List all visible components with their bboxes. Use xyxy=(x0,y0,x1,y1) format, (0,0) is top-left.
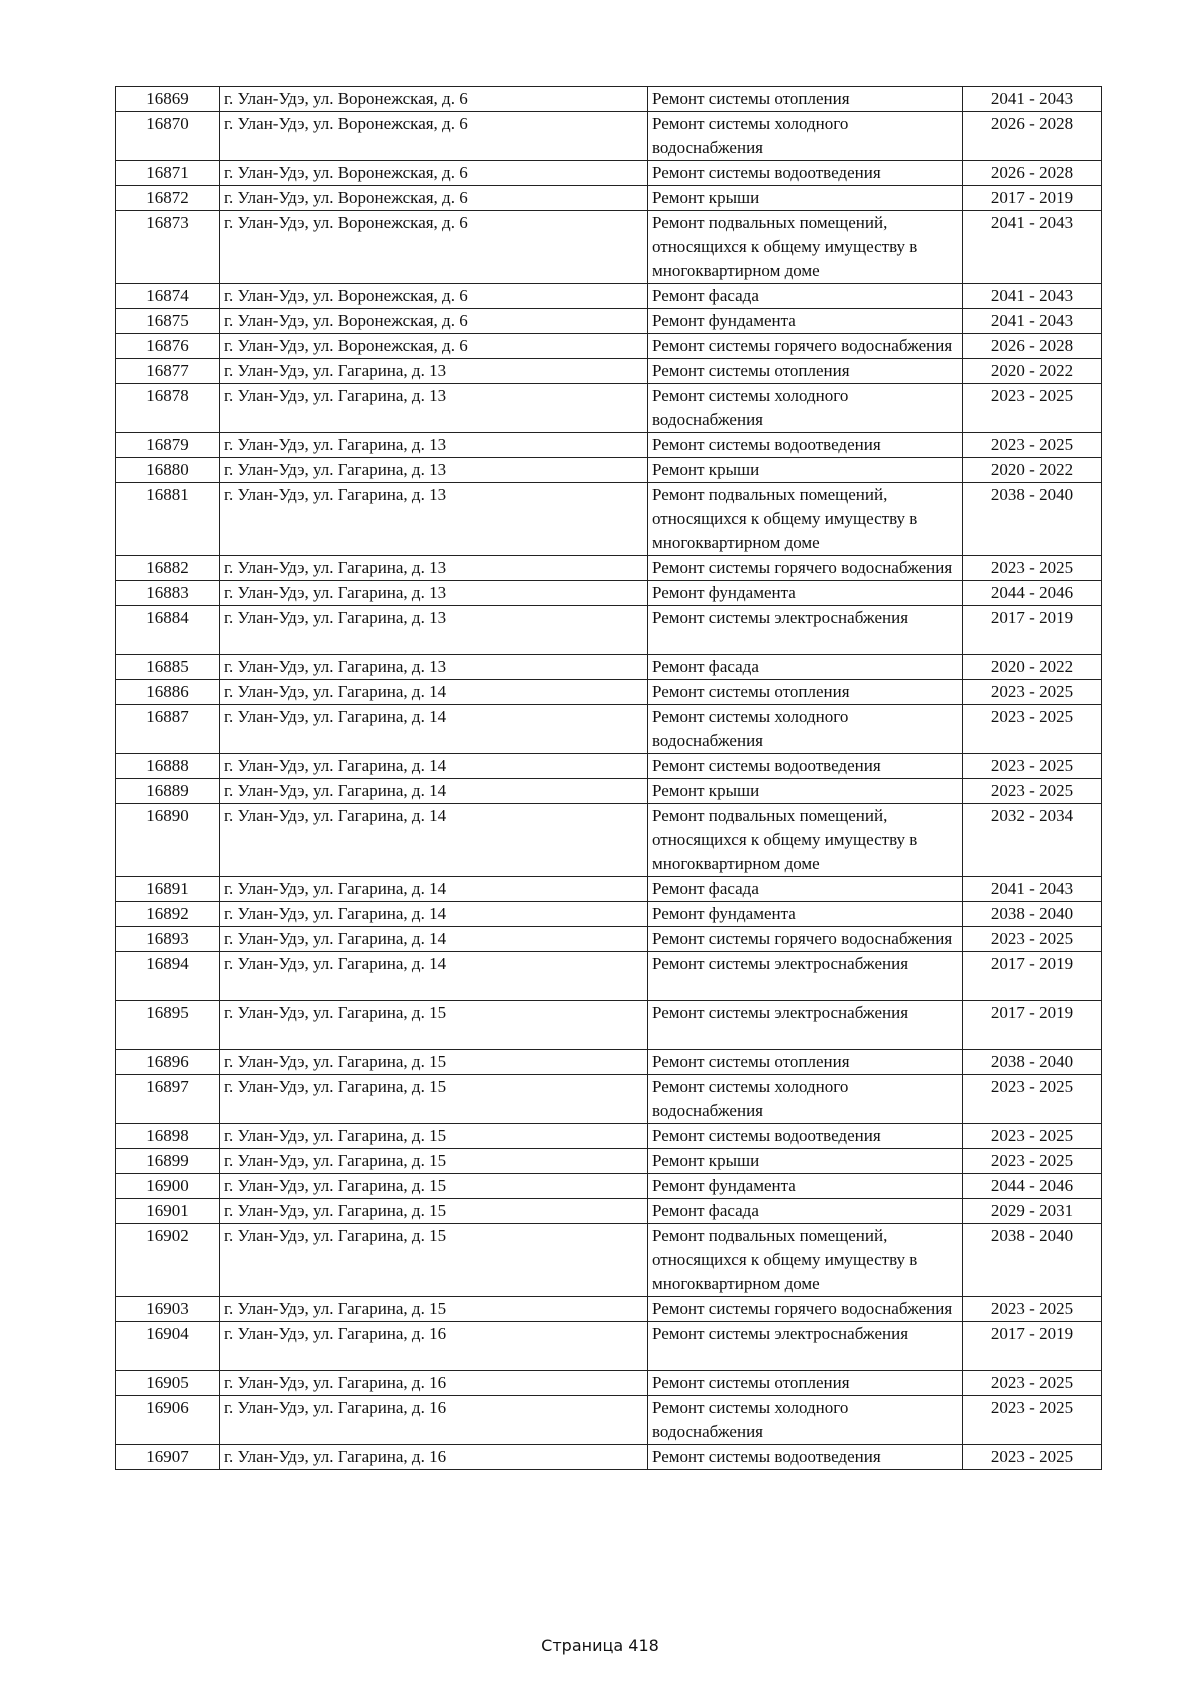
row-work-type: Ремонт системы отопления xyxy=(648,680,963,705)
row-work-type: Ремонт системы электроснабжения xyxy=(648,606,963,655)
row-address: г. Улан-Удэ, ул. Гагарина, д. 15 xyxy=(220,1149,648,1174)
row-period: 2023 - 2025 xyxy=(963,705,1102,754)
row-work-type: Ремонт подвальных помещений, относящихся к общему имуществу в многоквартирном доме xyxy=(648,1224,963,1297)
table-row xyxy=(116,211,1102,284)
row-period: 2023 - 2025 xyxy=(963,1297,1102,1322)
row-number: 16902 xyxy=(116,1224,220,1297)
row-number: 16886 xyxy=(116,680,220,705)
row-address: г. Улан-Удэ, ул. Гагарина, д. 13 xyxy=(220,606,648,655)
row-address: г. Улан-Удэ, ул. Гагарина, д. 15 xyxy=(220,1224,648,1297)
row-address: г. Улан-Удэ, ул. Гагарина, д. 13 xyxy=(220,483,648,556)
row-number: 16884 xyxy=(116,606,220,655)
row-address: г. Улан-Удэ, ул. Гагарина, д. 13 xyxy=(220,581,648,606)
table-row xyxy=(116,359,1102,384)
table-row xyxy=(116,804,1102,877)
row-address: г. Улан-Удэ, ул. Гагарина, д. 15 xyxy=(220,1199,648,1224)
table-row xyxy=(116,754,1102,779)
row-work-type: Ремонт фундамента xyxy=(648,309,963,334)
table-row xyxy=(116,1371,1102,1396)
row-period: 2023 - 2025 xyxy=(963,680,1102,705)
table-row xyxy=(116,1149,1102,1174)
row-number: 16906 xyxy=(116,1396,220,1445)
row-address: г. Улан-Удэ, ул. Гагарина, д. 15 xyxy=(220,1075,648,1124)
row-number: 16883 xyxy=(116,581,220,606)
row-period: 2026 - 2028 xyxy=(963,161,1102,186)
table-row xyxy=(116,309,1102,334)
row-address: г. Улан-Удэ, ул. Гагарина, д. 14 xyxy=(220,680,648,705)
row-number: 16869 xyxy=(116,87,220,112)
row-period: 2017 - 2019 xyxy=(963,1001,1102,1050)
table-row xyxy=(116,284,1102,309)
row-work-type: Ремонт системы отопления xyxy=(648,1371,963,1396)
row-address: г. Улан-Удэ, ул. Воронежская, д. 6 xyxy=(220,284,648,309)
row-period: 2041 - 2043 xyxy=(963,87,1102,112)
table-row xyxy=(116,483,1102,556)
table-row xyxy=(116,87,1102,112)
table-row xyxy=(116,1174,1102,1199)
table-body xyxy=(116,87,1102,1470)
row-work-type: Ремонт системы отопления xyxy=(648,87,963,112)
table-row xyxy=(116,1224,1102,1297)
table-row xyxy=(116,186,1102,211)
row-work-type: Ремонт подвальных помещений, относящихся к общему имуществу в многоквартирном доме xyxy=(648,804,963,877)
row-work-type: Ремонт системы горячего водоснабжения xyxy=(648,556,963,581)
table-row xyxy=(116,1322,1102,1371)
row-number: 16896 xyxy=(116,1050,220,1075)
row-work-type: Ремонт системы водоотведения xyxy=(648,1445,963,1470)
table-row xyxy=(116,1297,1102,1322)
row-period: 2032 - 2034 xyxy=(963,804,1102,877)
row-period: 2023 - 2025 xyxy=(963,556,1102,581)
row-period: 2023 - 2025 xyxy=(963,433,1102,458)
row-address: г. Улан-Удэ, ул. Гагарина, д. 15 xyxy=(220,1124,648,1149)
table-row xyxy=(116,1050,1102,1075)
row-address: г. Улан-Удэ, ул. Гагарина, д. 14 xyxy=(220,877,648,902)
row-period: 2041 - 2043 xyxy=(963,309,1102,334)
table-row xyxy=(116,952,1102,1001)
row-work-type: Ремонт системы водоотведения xyxy=(648,1124,963,1149)
row-address: г. Улан-Удэ, ул. Гагарина, д. 14 xyxy=(220,779,648,804)
row-address: г. Улан-Удэ, ул. Воронежская, д. 6 xyxy=(220,112,648,161)
row-address: г. Улан-Удэ, ул. Гагарина, д. 14 xyxy=(220,804,648,877)
row-work-type: Ремонт фасада xyxy=(648,877,963,902)
row-address: г. Улан-Удэ, ул. Гагарина, д. 16 xyxy=(220,1322,648,1371)
row-period: 2020 - 2022 xyxy=(963,458,1102,483)
row-period: 2026 - 2028 xyxy=(963,334,1102,359)
row-address: г. Улан-Удэ, ул. Воронежская, д. 6 xyxy=(220,334,648,359)
row-number: 16903 xyxy=(116,1297,220,1322)
row-number: 16892 xyxy=(116,902,220,927)
table-row xyxy=(116,334,1102,359)
row-period: 2017 - 2019 xyxy=(963,186,1102,211)
row-number: 16897 xyxy=(116,1075,220,1124)
table-row xyxy=(116,779,1102,804)
table-row xyxy=(116,581,1102,606)
row-period: 2020 - 2022 xyxy=(963,359,1102,384)
row-address: г. Улан-Удэ, ул. Воронежская, д. 6 xyxy=(220,309,648,334)
row-period: 2041 - 2043 xyxy=(963,284,1102,309)
table-row xyxy=(116,433,1102,458)
row-address: г. Улан-Удэ, ул. Гагарина, д. 16 xyxy=(220,1445,648,1470)
row-address: г. Улан-Удэ, ул. Гагарина, д. 13 xyxy=(220,458,648,483)
row-work-type: Ремонт системы холодного водоснабжения xyxy=(648,384,963,433)
row-work-type: Ремонт системы электроснабжения xyxy=(648,1322,963,1371)
table-row xyxy=(116,680,1102,705)
row-period: 2023 - 2025 xyxy=(963,1445,1102,1470)
row-period: 2041 - 2043 xyxy=(963,211,1102,284)
row-number: 16881 xyxy=(116,483,220,556)
row-work-type: Ремонт фасада xyxy=(648,284,963,309)
row-work-type: Ремонт крыши xyxy=(648,458,963,483)
row-number: 16871 xyxy=(116,161,220,186)
repair-schedule-table xyxy=(115,86,1102,1470)
row-period: 2023 - 2025 xyxy=(963,1075,1102,1124)
row-work-type: Ремонт подвальных помещений, относящихся к общему имуществу в многоквартирном доме xyxy=(648,211,963,284)
table-row xyxy=(116,1124,1102,1149)
table-row xyxy=(116,556,1102,581)
row-number: 16901 xyxy=(116,1199,220,1224)
row-address: г. Улан-Удэ, ул. Гагарина, д. 14 xyxy=(220,754,648,779)
row-period: 2044 - 2046 xyxy=(963,1174,1102,1199)
row-period: 2041 - 2043 xyxy=(963,877,1102,902)
page-number: Страница 418 xyxy=(541,1636,659,1655)
row-work-type: Ремонт системы горячего водоснабжения xyxy=(648,334,963,359)
row-number: 16877 xyxy=(116,359,220,384)
row-number: 16893 xyxy=(116,927,220,952)
row-period: 2023 - 2025 xyxy=(963,1371,1102,1396)
row-number: 16890 xyxy=(116,804,220,877)
row-period: 2017 - 2019 xyxy=(963,1322,1102,1371)
row-address: г. Улан-Удэ, ул. Гагарина, д. 14 xyxy=(220,952,648,1001)
table-row xyxy=(116,1001,1102,1050)
row-work-type: Ремонт крыши xyxy=(648,186,963,211)
table-row xyxy=(116,655,1102,680)
row-work-type: Ремонт системы отопления xyxy=(648,359,963,384)
row-work-type: Ремонт системы отопления xyxy=(648,1050,963,1075)
row-address: г. Улан-Удэ, ул. Воронежская, д. 6 xyxy=(220,186,648,211)
row-period: 2038 - 2040 xyxy=(963,1224,1102,1297)
row-number: 16870 xyxy=(116,112,220,161)
row-number: 16880 xyxy=(116,458,220,483)
row-work-type: Ремонт подвальных помещений, относящихся к общему имуществу в многоквартирном доме xyxy=(648,483,963,556)
row-address: г. Улан-Удэ, ул. Гагарина, д. 16 xyxy=(220,1396,648,1445)
row-period: 2026 - 2028 xyxy=(963,112,1102,161)
row-number: 16895 xyxy=(116,1001,220,1050)
row-number: 16878 xyxy=(116,384,220,433)
row-work-type: Ремонт системы горячего водоснабжения xyxy=(648,927,963,952)
row-work-type: Ремонт фундамента xyxy=(648,581,963,606)
row-period: 2038 - 2040 xyxy=(963,902,1102,927)
table-row xyxy=(116,705,1102,754)
row-work-type: Ремонт фундамента xyxy=(648,902,963,927)
table-row xyxy=(116,458,1102,483)
row-work-type: Ремонт системы водоотведения xyxy=(648,754,963,779)
row-period: 2023 - 2025 xyxy=(963,384,1102,433)
row-number: 16874 xyxy=(116,284,220,309)
row-period: 2017 - 2019 xyxy=(963,952,1102,1001)
row-address: г. Улан-Удэ, ул. Гагарина, д. 15 xyxy=(220,1297,648,1322)
row-number: 16888 xyxy=(116,754,220,779)
table-row xyxy=(116,1199,1102,1224)
row-period: 2023 - 2025 xyxy=(963,754,1102,779)
row-address: г. Улан-Удэ, ул. Гагарина, д. 14 xyxy=(220,705,648,754)
row-address: г. Улан-Удэ, ул. Гагарина, д. 14 xyxy=(220,927,648,952)
table-row xyxy=(116,927,1102,952)
row-address: г. Улан-Удэ, ул. Гагарина, д. 13 xyxy=(220,359,648,384)
row-number: 16900 xyxy=(116,1174,220,1199)
table-row xyxy=(116,877,1102,902)
row-address: г. Улан-Удэ, ул. Гагарина, д. 15 xyxy=(220,1050,648,1075)
row-address: г. Улан-Удэ, ул. Гагарина, д. 14 xyxy=(220,902,648,927)
row-address: г. Улан-Удэ, ул. Воронежская, д. 6 xyxy=(220,87,648,112)
row-number: 16891 xyxy=(116,877,220,902)
row-number: 16887 xyxy=(116,705,220,754)
row-number: 16899 xyxy=(116,1149,220,1174)
row-work-type: Ремонт системы холодного водоснабжения xyxy=(648,112,963,161)
row-period: 2038 - 2040 xyxy=(963,1050,1102,1075)
row-number: 16876 xyxy=(116,334,220,359)
row-work-type: Ремонт системы холодного водоснабжения xyxy=(648,1075,963,1124)
row-work-type: Ремонт крыши xyxy=(648,1149,963,1174)
row-number: 16907 xyxy=(116,1445,220,1470)
table-row xyxy=(116,161,1102,186)
row-number: 16882 xyxy=(116,556,220,581)
row-number: 16898 xyxy=(116,1124,220,1149)
row-period: 2029 - 2031 xyxy=(963,1199,1102,1224)
row-period: 2038 - 2040 xyxy=(963,483,1102,556)
row-period: 2020 - 2022 xyxy=(963,655,1102,680)
row-address: г. Улан-Удэ, ул. Гагарина, д. 13 xyxy=(220,384,648,433)
table-row xyxy=(116,384,1102,433)
row-work-type: Ремонт системы водоотведения xyxy=(648,161,963,186)
row-number: 16904 xyxy=(116,1322,220,1371)
row-work-type: Ремонт крыши xyxy=(648,779,963,804)
row-number: 16872 xyxy=(116,186,220,211)
row-number: 16885 xyxy=(116,655,220,680)
table-row xyxy=(116,1396,1102,1445)
row-address: г. Улан-Удэ, ул. Воронежская, д. 6 xyxy=(220,161,648,186)
row-number: 16905 xyxy=(116,1371,220,1396)
row-number: 16873 xyxy=(116,211,220,284)
row-period: 2044 - 2046 xyxy=(963,581,1102,606)
row-period: 2023 - 2025 xyxy=(963,1124,1102,1149)
row-period: 2017 - 2019 xyxy=(963,606,1102,655)
table-row xyxy=(116,902,1102,927)
row-address: г. Улан-Удэ, ул. Гагарина, д. 13 xyxy=(220,433,648,458)
row-work-type: Ремонт системы электроснабжения xyxy=(648,1001,963,1050)
table-row xyxy=(116,1445,1102,1470)
table-row xyxy=(116,606,1102,655)
row-address: г. Улан-Удэ, ул. Гагарина, д. 15 xyxy=(220,1001,648,1050)
row-work-type: Ремонт фундамента xyxy=(648,1174,963,1199)
row-period: 2023 - 2025 xyxy=(963,927,1102,952)
row-address: г. Улан-Удэ, ул. Гагарина, д. 13 xyxy=(220,655,648,680)
row-work-type: Ремонт системы горячего водоснабжения xyxy=(648,1297,963,1322)
row-work-type: Ремонт системы холодного водоснабжения xyxy=(648,705,963,754)
row-work-type: Ремонт системы водоотведения xyxy=(648,433,963,458)
row-number: 16879 xyxy=(116,433,220,458)
row-work-type: Ремонт системы электроснабжения xyxy=(648,952,963,1001)
row-number: 16889 xyxy=(116,779,220,804)
table-row xyxy=(116,1075,1102,1124)
row-address: г. Улан-Удэ, ул. Воронежская, д. 6 xyxy=(220,211,648,284)
row-number: 16875 xyxy=(116,309,220,334)
row-period: 2023 - 2025 xyxy=(963,1149,1102,1174)
row-work-type: Ремонт фасада xyxy=(648,1199,963,1224)
table-row xyxy=(116,112,1102,161)
row-address: г. Улан-Удэ, ул. Гагарина, д. 13 xyxy=(220,556,648,581)
row-work-type: Ремонт системы холодного водоснабжения xyxy=(648,1396,963,1445)
row-address: г. Улан-Удэ, ул. Гагарина, д. 16 xyxy=(220,1371,648,1396)
row-period: 2023 - 2025 xyxy=(963,779,1102,804)
row-work-type: Ремонт фасада xyxy=(648,655,963,680)
row-address: г. Улан-Удэ, ул. Гагарина, д. 15 xyxy=(220,1174,648,1199)
row-number: 16894 xyxy=(116,952,220,1001)
row-period: 2023 - 2025 xyxy=(963,1396,1102,1445)
